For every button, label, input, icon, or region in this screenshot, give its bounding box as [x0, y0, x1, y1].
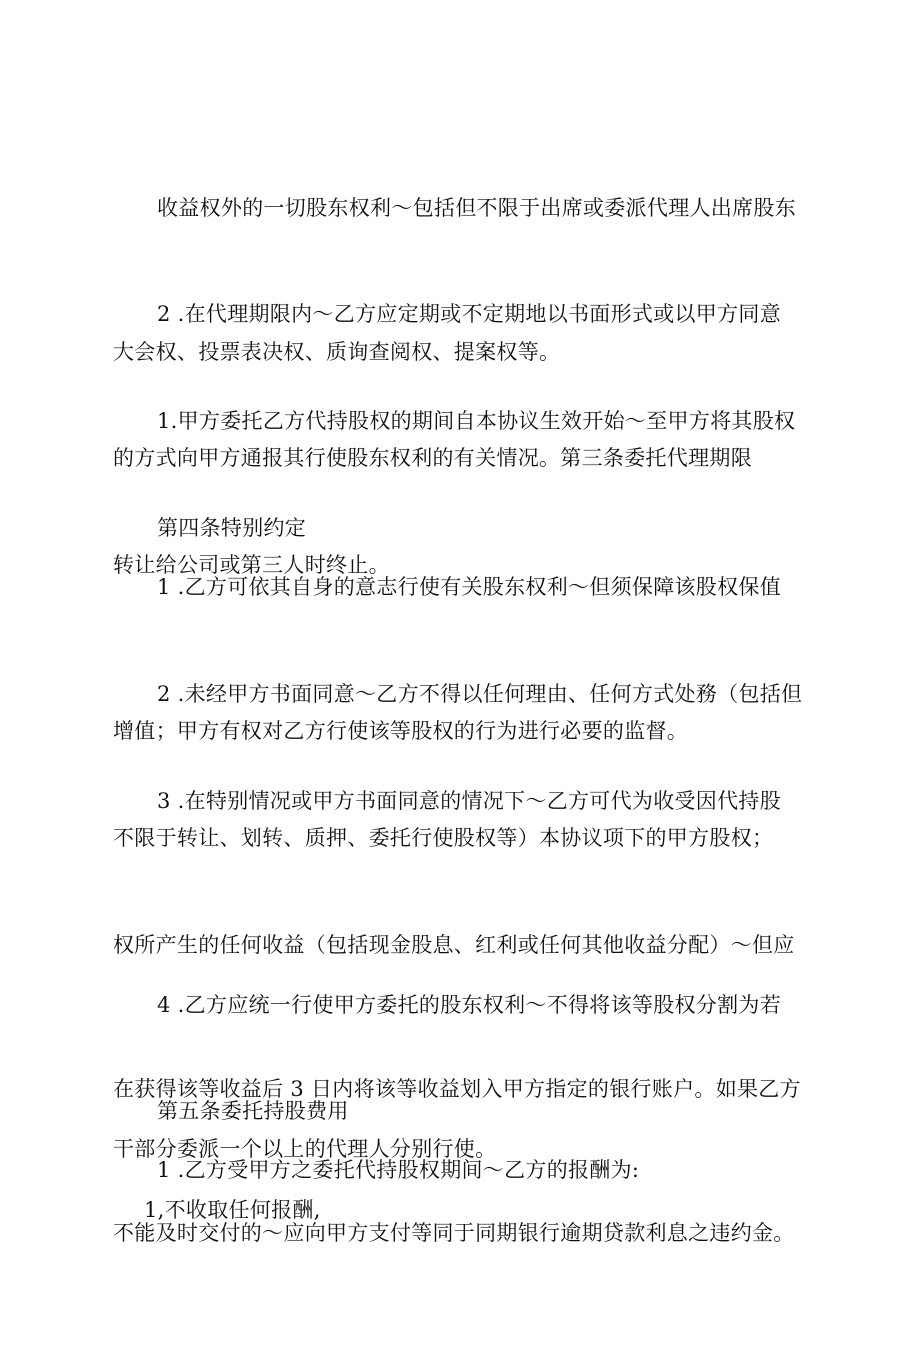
paragraph-no-remuneration — [113, 1090, 813, 1330]
text-line: 不能及时交付的～应向甲方支付等同于同期银行逾期贷款利息之违约金。 — [113, 1221, 795, 1245]
text-line: 3 .在特别情况或甲方书面同意的情况下～乙方可代为收受因代持股 — [157, 789, 782, 813]
text-line: 1.甲方委托乙方代持股权的期间自本协议生效开始～至甲方将其股权 — [157, 409, 796, 433]
text-line: 在获得该等收益后 3 日内将该等收益划入甲方指定的银行账户。如果乙方 — [113, 1077, 801, 1101]
text-line: 干部分委派一个以上的代理人分别行使。 — [113, 1137, 497, 1161]
text-line: 4 .乙方应统一行使甲方委托的股东权利～不得将该等股权分割为若 — [157, 993, 782, 1017]
text-line: 转让给公司或第三人时终止。 — [113, 553, 390, 577]
text-line: 1,不收取任何报酬, — [144, 1198, 321, 1222]
text-line: 权所产生的任何收益（包括现金股息、红利或任何其他收益分配）～但应 — [113, 933, 795, 957]
text-line: 1 .乙方受甲方之委托代持股权期间～乙方的报酬为: — [157, 1158, 640, 1182]
text-line: 1 .乙方可依其自身的意志行使有关股东权利～但须保障该股权保值 — [157, 575, 782, 599]
text-line: 不限于转让、划转、质押、委托行使股权等）本协议项下的甲方股权； — [113, 826, 774, 850]
text-line: 增值；甲方有权对乙方行使该等股权的行为进行必要的监督。 — [113, 719, 689, 743]
text-line: 收益权外的一切股东权利～包括但不限于出席或委派代理人出席股东 — [157, 196, 796, 220]
text-line: 2 .在代理期限内～乙方应定期或不定期地以书面形式或以甲方同意 — [157, 302, 782, 326]
text-line: 大会权、投票表决权、质询查阅权、提案权等。 — [113, 340, 561, 364]
text-line: 2 .未经甲方书面同意～乙方不得以任何理由、任何方式处務（包括但 — [157, 682, 803, 706]
text-line: 第五条委托持股费用 — [157, 1099, 349, 1123]
text-line: 第四条特别约定 — [157, 516, 307, 540]
text-line: 的方式向甲方通报其行使股东权利的有关情况。第三条委托代理期限 — [113, 446, 752, 470]
